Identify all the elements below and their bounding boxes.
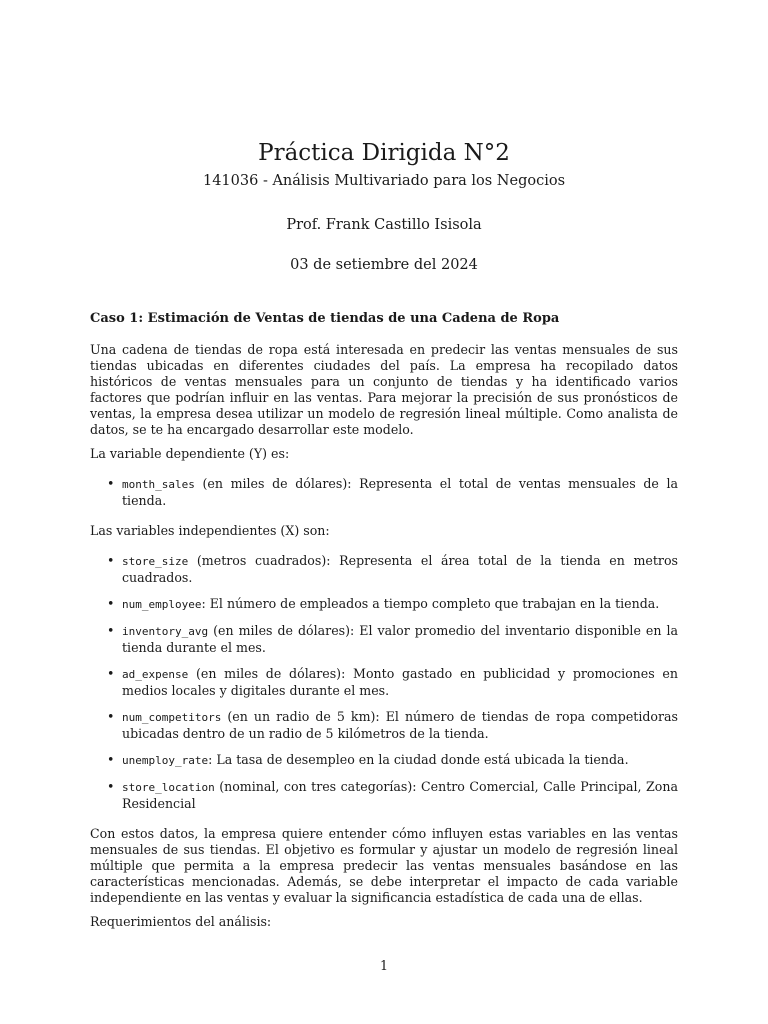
variable-description: : La tasa de desempleo en la ciudad donde está ubicada la tienda.: [208, 752, 629, 767]
variable-description: (nominal, con tres categorías): Centro Comercial, Calle Principal, Zona Residencial: [122, 779, 678, 811]
list-item: [90, 779, 678, 812]
list-item: [90, 709, 678, 742]
bullet-icon: •: [107, 666, 115, 681]
independent-label: Las variables independientes (X) son:: [90, 523, 330, 538]
bullet-icon: •: [107, 476, 115, 491]
case-heading: Caso 1: Estimación de Ventas de tiendas de una Cadena de Ropa: [90, 311, 560, 326]
variable-description: (en un radio de 5 km): El número de tiendas de ropa competidoras ubicadas dentro de un radio de 5 kilómetros de la tienda.: [122, 709, 678, 741]
course-name: 141036 - Análisis Multivariado para los Negocios: [202, 173, 566, 189]
document-body: [90, 310, 678, 938]
list-item: [90, 596, 678, 613]
variable-name: store_location: [122, 781, 215, 794]
conclusion-paragraph: Con estos datos, la empresa quiere entender cómo influyen estas variables en las ventas mensuales de sus tiendas. El objetivo es formular y ajustar un modelo de regresión lineal múltiple que permita a la empresa predecir las ventas mensuales basándose en las características mencionadas. Además, se debe interpretar el impacto de cada variable independiente en las ventas y evaluar la significancia estadística de cada una de ellas.: [90, 826, 678, 905]
bullet-icon: •: [107, 623, 115, 638]
variable-description: (en miles de dólares): Monto gastado en publicidad y promociones en medios locales y digitales durante el mes.: [122, 666, 678, 698]
bullet-icon: •: [107, 779, 115, 794]
document-date: 03 de setiembre del 2024: [290, 257, 478, 273]
variable-name: inventory_avg: [122, 625, 209, 638]
bullet-icon: •: [107, 553, 115, 568]
bullet-icon: •: [107, 596, 115, 611]
intro-paragraph: Una cadena de tiendas de ropa está interesada en predecir las ventas mensuales de sus tiendas ubicadas en diferentes ciudades del país. La empresa ha recopilado datos históricos de ventas mensuales para un conjunto de tiendas y ha identificado varios factores que podrían influir en las ventas. Para mejorar la precisión de sus pronósticos de ventas, la empresa desea utilizar un modelo de regresión lineal múltiple. Como analista de datos, se te ha encargado desarrollar este modelo.: [90, 342, 678, 437]
variable-name: unemploy_rate: [122, 754, 209, 767]
bullet-icon: •: [107, 709, 115, 724]
variable-name: store_size: [122, 555, 189, 568]
list-item: [90, 476, 678, 509]
variable-name: num_competitors: [122, 711, 222, 724]
list-item: [90, 752, 678, 769]
variable-description: : El número de empleados a tiempo completo que trabajan en la tienda.: [201, 596, 660, 611]
author-name: Prof. Frank Castillo Isisola: [286, 217, 482, 233]
bullet-icon: •: [107, 752, 115, 767]
list-item: [90, 623, 678, 656]
variable-description: (en miles de dólares): El valor promedio del inventario disponible en la tienda durante el mes.: [122, 623, 678, 655]
variable-name: month_sales: [122, 478, 195, 491]
document-title: Práctica Dirigida N°2: [258, 140, 510, 166]
page-number: 1: [379, 958, 388, 973]
variable-description: (en miles de dólares): Representa el total de ventas mensuales de la tienda.: [122, 476, 678, 508]
dependent-label: La variable dependiente (Y) es:: [90, 446, 290, 461]
variable-name: ad_expense: [122, 668, 189, 681]
list-item: [90, 666, 678, 699]
variable-description: (metros cuadrados): Representa el área total de la tienda en metros cuadrados.: [122, 553, 678, 585]
independent-variable-list: [90, 553, 678, 812]
requirements-label: Requerimientos del análisis:: [90, 914, 272, 929]
variable-name: num_employee: [122, 598, 202, 611]
list-item: [90, 553, 678, 586]
dependent-variable-list: [90, 476, 678, 509]
